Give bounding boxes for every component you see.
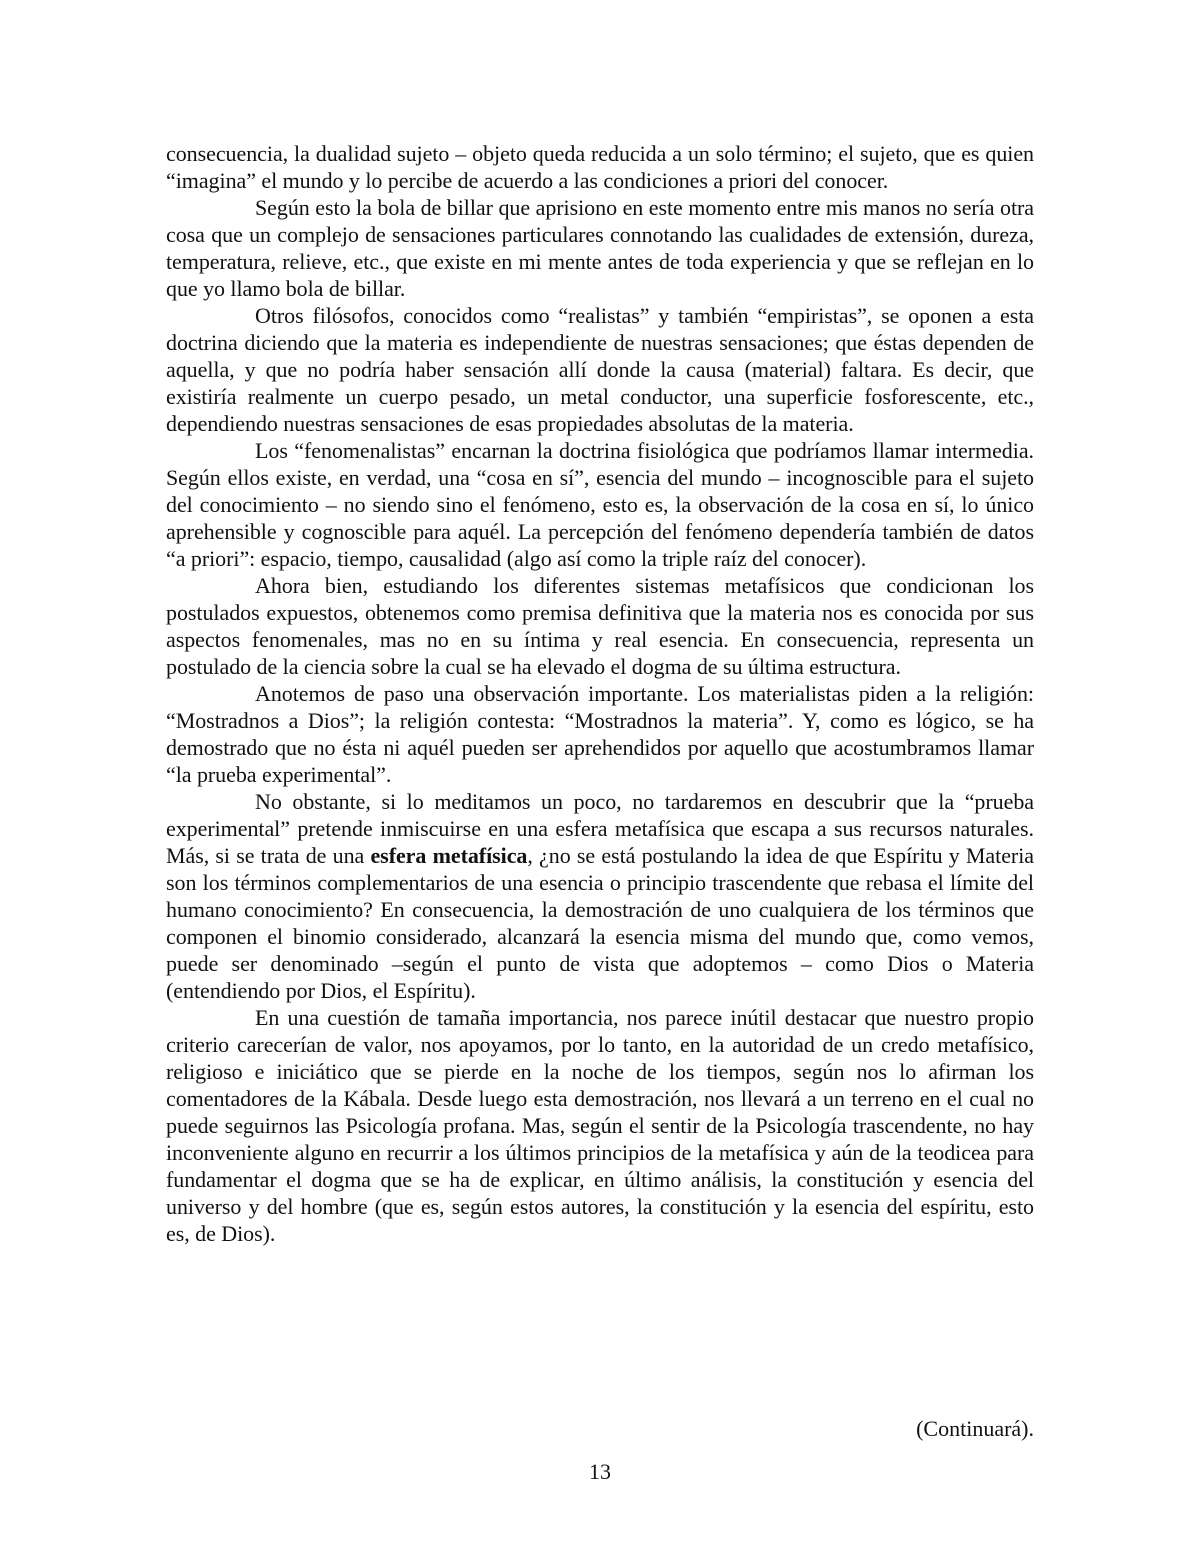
paragraph-5: Ahora bien, estudiando los diferentes sistemas metafísicos que condicionan los postulados expuestos, obtenemos como premisa definitiva que la materia nos es conocida por sus aspectos fenomenales, mas no en su íntima y real esencia. En consecuencia, representa un postulado de la ciencia sobre la cual se ha elevado el dogma de su última estructura. [166,573,1034,679]
paragraph-3: Otros filósofos, conocidos como “realistas” y también “empiristas”, se oponen a esta doctrina diciendo que la materia es independiente de nuestras sensaciones; que éstas dependen de aquella, y que no podría haber sensación allí donde la causa (material) faltara. Es decir, que existiría realmente un cuerpo pesado, un metal conductor, una superficie fosforescente, etc., dependiendo nuestras sensaciones de esas propiedades absolutas de la materia. [166,303,1034,436]
paragraph-2: Según esto la bola de billar que aprisiono en este momento entre mis manos no sería otra cosa que un complejo de sensaciones particulares connotando las cualidades de extensión, dureza, temperatura, relieve, etc., que existe en mi mente antes de toda experiencia y que se reflejan en lo que yo llamo bola de billar. [166,195,1034,301]
paragraph-7-start: No obstante, si lo meditamos un poco, no tardaremos en descubrir que la “prueba experimental” pretende inmiscuirse en una esfera metafísica que escapa a sus recursos naturales. Más, si se trata de una [166,789,1034,868]
paragraph-6: Anotemos de paso una observación importante. Los materialistas piden a la religión: “Mostradnos a Dios”; la religión contesta: “Mostradnos la materia”. Y, como es lógico, se ha demostrado que no ésta ni aquél pueden ser aprehendidos por aquello que acostumbramos llamar “la prueba experimental”. [166,681,1034,787]
paragraph-4: Los “fenomenalistas” encarnan la doctrina fisiológica que podríamos llamar intermedia. Según ellos existe, en verdad, una “cosa en sí”, esencia del mundo – incognoscible para el sujeto del conocimiento – no siendo sino el fenómeno, esto es, la observación de la cosa en sí, lo único aprehensible y cognoscible para aquél. La percepción del fenómeno dependería también de datos “a priori”: espacio, tiempo, causalidad (algo así como la triple raíz del conocer). [166,438,1034,571]
continuation-note: (Continuará). [916,1416,1034,1441]
paragraph-8: En una cuestión de tamaña importancia, nos parece inútil destacar que nuestro propio criterio carecerían de valor, nos apoyamos, por lo tanto, en la autoridad de un credo metafísico, religioso e iniciático que se pierde en la noche de los tiempos, según nos lo afirman los comentadores de la Kábala. Desde luego esta demostración, nos llevará a un terreno en el cual no puede seguirnos las Psicología profana. Mas, según el sentir de la Psicología trascendente, no hay inconveniente alguno en recurrir a los últimos principios de la metafísica y aún de la teodicea para fundamentar el dogma que se ha de explicar, en último análisis, la constitución y esencia del universo y del hombre (que es, según estos autores, la constitución y la esencia del espíritu, esto es, de Dios). [166,1005,1034,1246]
paragraph-1: consecuencia, la dualidad sujeto – objeto queda reducida a un solo término; el sujeto, que es quien “imagina” el mundo y lo percibe de acuerdo a las condiciones a priori del conocer. [166,141,1034,193]
paragraph-7-end: , ¿no se está postulando la idea de que Espíritu y Materia son los términos complementarios de una esencia o principio trascendente que rebasa el límite del humano conocimiento? En consecuencia, la demostración de uno cualquiera de los términos que componen el binomio considerado, alcanzará la esencia misma del mundo que, como vemos, puede ser denominado –según el punto de vista que adoptemos – como Dios o Materia (entendiendo por Dios, el Espíritu). [166,843,1034,1003]
body-text [166,140,1034,1247]
page-number: 13 [589,1459,611,1484]
bold-phrase: esfera metafísica [370,843,528,868]
paragraph-7 [166,788,1034,1004]
